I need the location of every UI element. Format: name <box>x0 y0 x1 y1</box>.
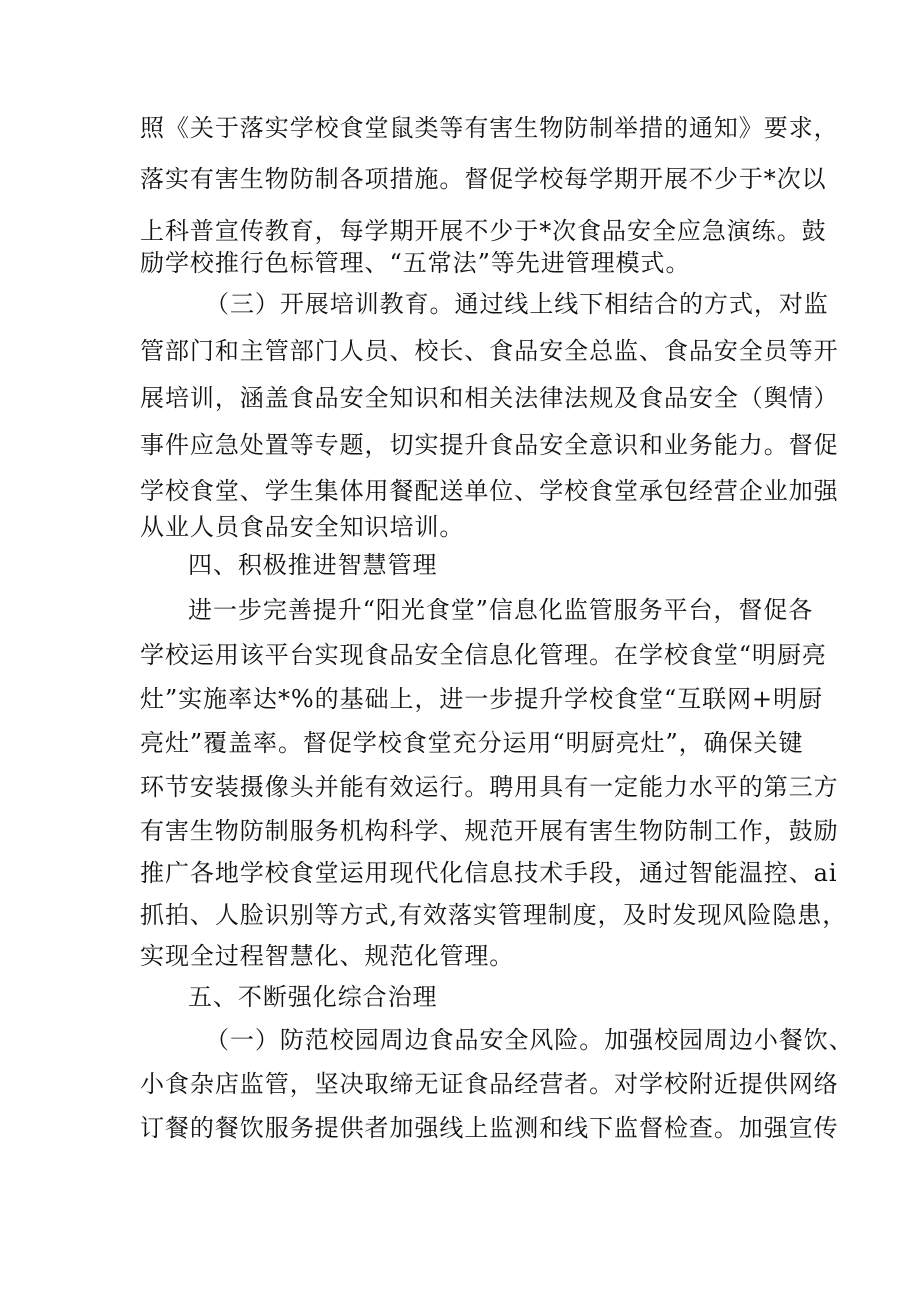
text-line: 落实有害生物防制各项措施。督促学校每学期开展不少于*次以 <box>140 165 827 193</box>
text-line: 事件应急处置等专题，切实提升食品安全意识和业务能力。督促 <box>140 431 839 459</box>
text-line: 励学校推行色标管理、“五常法”等先进管理模式。 <box>140 249 691 277</box>
text-line: 订餐的餐饮服务提供者加强线上监测和线下监督检查。加强宣传 <box>140 1114 839 1142</box>
text-line: 小食杂店监管，坚决取缔无证食品经营者。对学校附近提供网络 <box>140 1070 839 1098</box>
text-line: 亮灶”覆盖率。督促学校食堂充分运用“明厨亮灶”，确保关键 <box>140 729 804 757</box>
text-line: 灶”实施率达*%的基础上，进一步提升学校食堂“互联网+明厨 <box>140 685 824 713</box>
text-line: （一）防范校园周边食品安全风险。加强校园周边小餐饮、 <box>205 1026 854 1054</box>
text-line: 上科普宣传教育，每学期开展不少于*次食品安全应急演练。鼓 <box>140 217 827 245</box>
text-line: 实现全过程智慧化、规范化管理。 <box>140 942 515 970</box>
text-line: 推广各地学校食堂运用现代化信息技术手段，通过智能温控、ai <box>140 859 838 887</box>
text-line: 学校运用该平台实现食品安全信息化管理。在学校食堂“明厨亮 <box>140 641 827 669</box>
text-line: 学校食堂、学生集体用餐配送单位、学校食堂承包经营企业加强 <box>140 477 839 505</box>
text-line: （三）开展培训教育。通过线上线下相结合的方式，对监 <box>205 290 829 318</box>
section-heading: 五、不断强化综合治理 <box>188 983 438 1011</box>
text-line: 管部门和主管部门人员、校长、食品安全总监、食品安全员等开 <box>140 337 839 365</box>
text-line: 抓拍、人脸识别等方式,有效落实管理制度，及时发现风险隐患， <box>140 901 848 929</box>
text-line: 环节安装摄像头并能有效运行。聘用具有一定能力水平的第三方 <box>140 773 839 801</box>
text-line: 照《关于落实学校食堂鼠类等有害生物防制举措的通知》要求， <box>140 114 839 142</box>
text-line: 进一步完善提升“阳光食堂”信息化监管服务平台，督促各 <box>188 596 814 624</box>
text-line: 展培训，涵盖食品安全知识和相关法律法规及食品安全（舆情） <box>140 384 839 412</box>
text-line: 有害生物防制服务机构科学、规范开展有害生物防制工作，鼓励 <box>140 817 839 845</box>
section-heading: 四、积极推进智慧管理 <box>188 551 438 579</box>
text-line: 从业人员食品安全知识培训。 <box>140 513 465 541</box>
